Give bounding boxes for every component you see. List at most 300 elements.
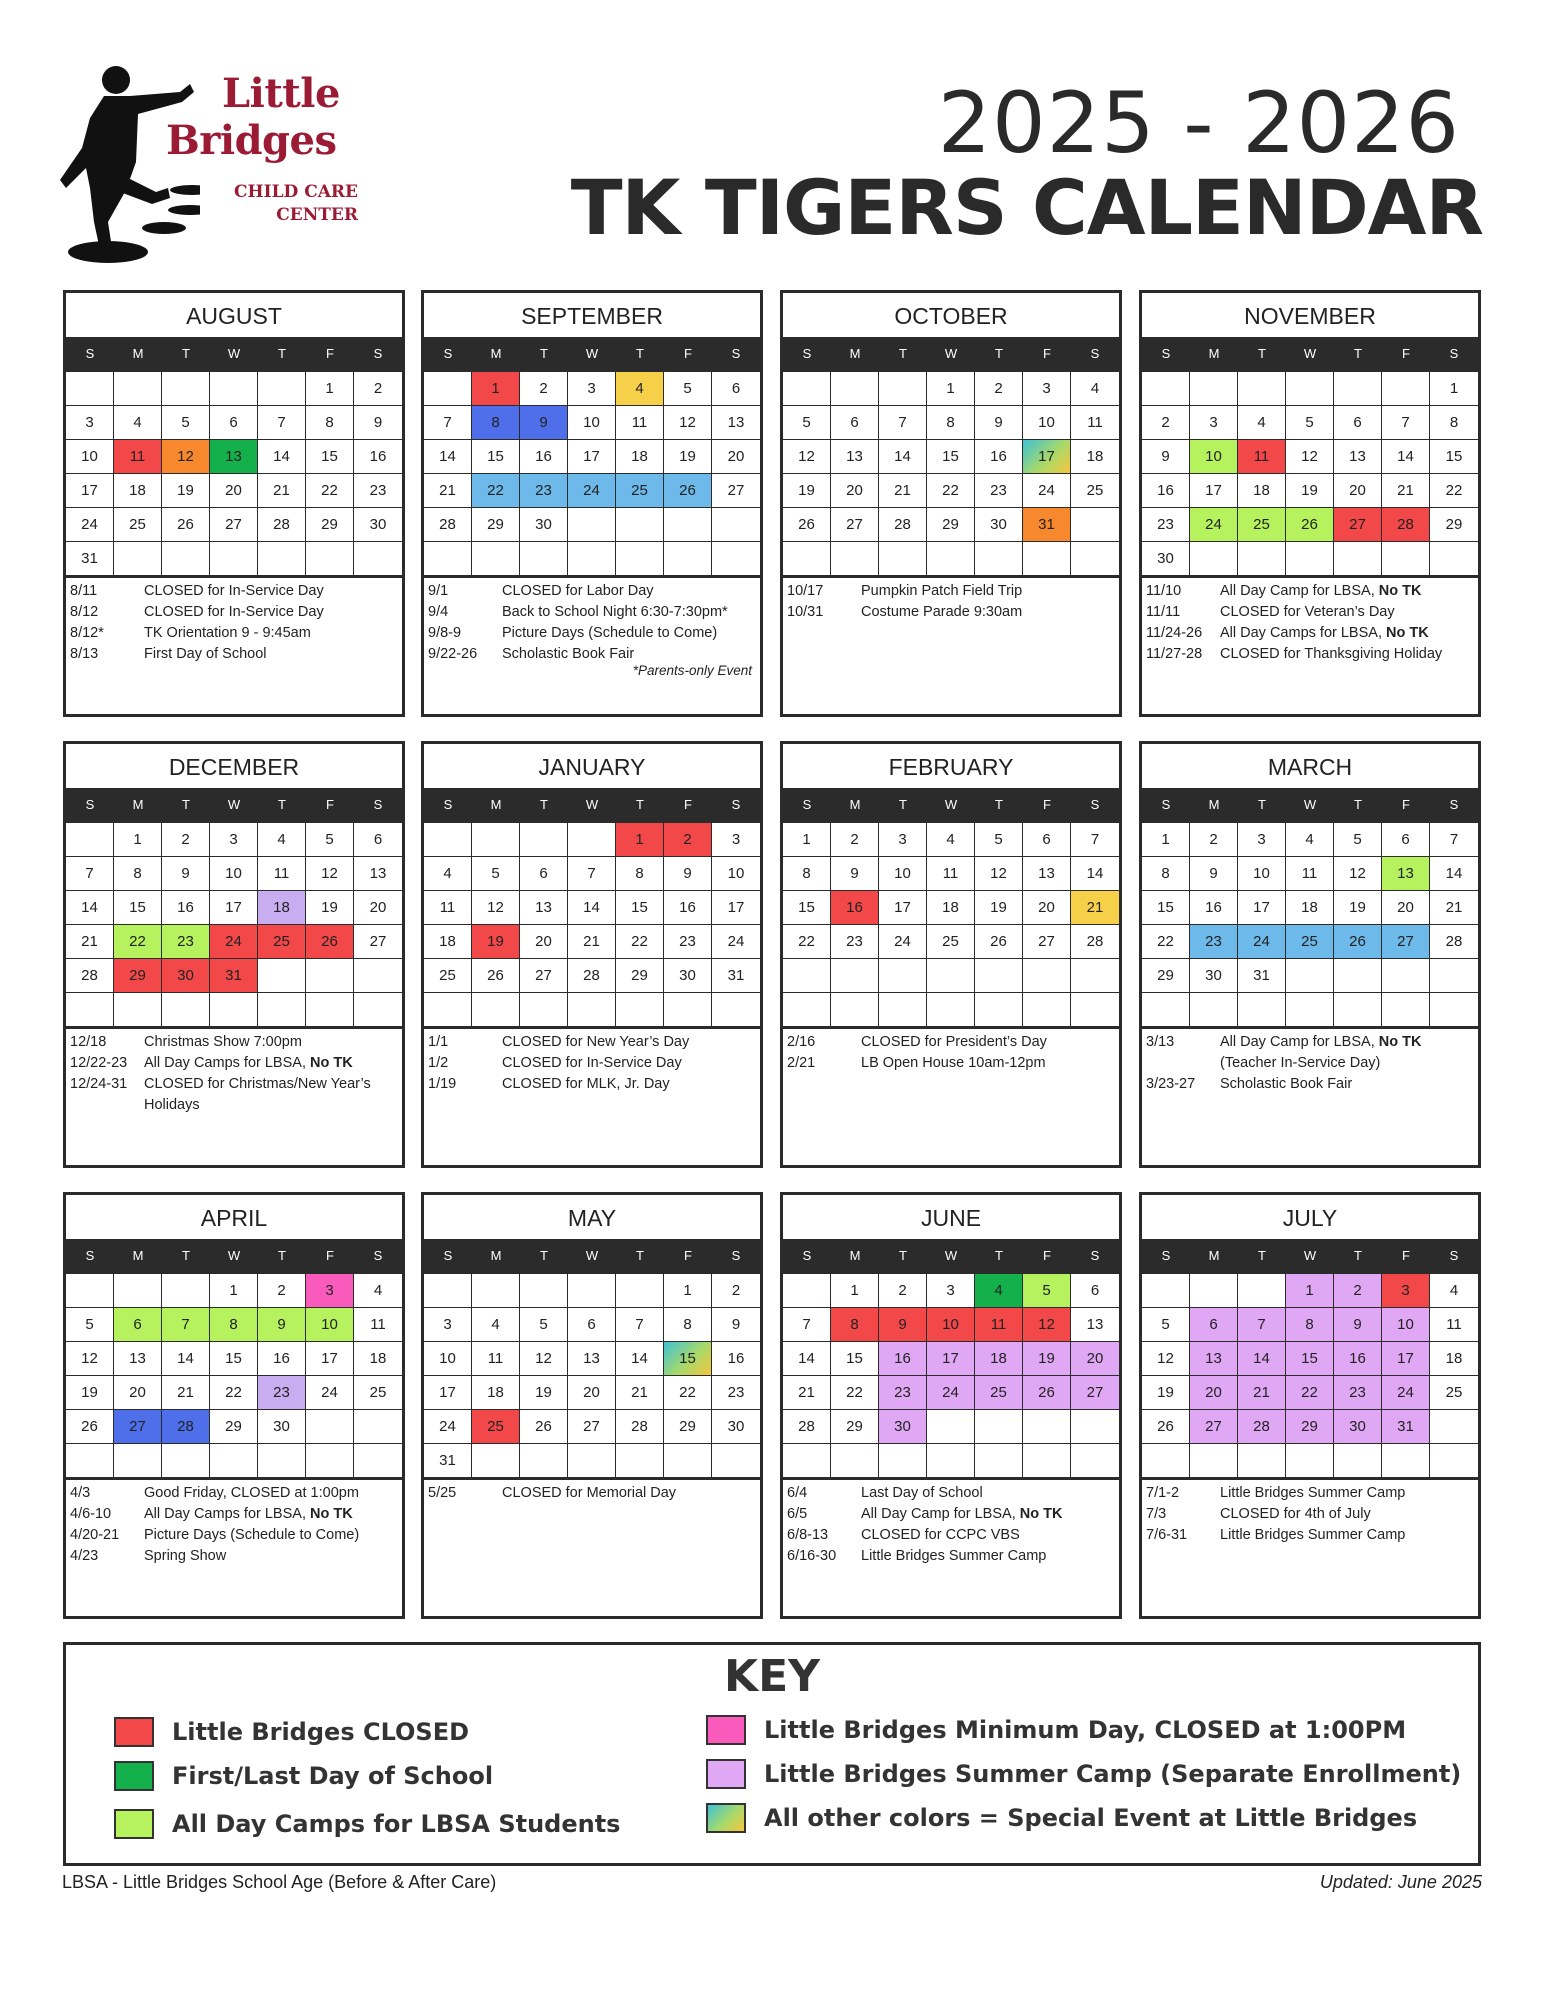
note-text-main: All Day Camp for LBSA, bbox=[861, 1506, 1020, 1522]
day-cell: 5 bbox=[66, 1308, 114, 1342]
weekday-label: T bbox=[995, 797, 1003, 812]
day-cell: 1 bbox=[306, 372, 354, 406]
weekday-label: M bbox=[849, 1248, 861, 1263]
note-row bbox=[1146, 581, 1474, 602]
note-date: 3/13 bbox=[1146, 1034, 1175, 1050]
empty-cell bbox=[1071, 542, 1119, 576]
empty-cell bbox=[1023, 542, 1071, 576]
day-cell: 25 bbox=[927, 925, 975, 959]
day-grid bbox=[1142, 371, 1478, 578]
note-date bbox=[1146, 1053, 1220, 1074]
empty-cell bbox=[1430, 1444, 1478, 1478]
day-cell: 31 bbox=[712, 959, 760, 993]
empty-cell bbox=[1238, 993, 1286, 1027]
day-cell: 21 bbox=[258, 474, 306, 508]
day-cell: 3 bbox=[424, 1308, 472, 1342]
note-row bbox=[428, 581, 756, 602]
day-cell: 19 bbox=[472, 925, 520, 959]
day-cell: 23 bbox=[258, 1376, 306, 1410]
empty-cell bbox=[568, 1444, 616, 1478]
day-cell: 14 bbox=[1238, 1342, 1286, 1376]
day-cell: 14 bbox=[162, 1342, 210, 1376]
note-date: 4/23 bbox=[70, 1548, 99, 1564]
day-cell: 9 bbox=[975, 406, 1023, 440]
note-row bbox=[70, 1546, 398, 1567]
note-row bbox=[70, 1053, 398, 1074]
day-cell: 3 bbox=[210, 823, 258, 857]
empty-cell bbox=[975, 1410, 1023, 1444]
month-name: MARCH bbox=[1267, 754, 1353, 780]
day-cell: 13 bbox=[1334, 440, 1382, 474]
weekday-label: W bbox=[585, 1248, 599, 1263]
day-cell: 9 bbox=[1190, 857, 1238, 891]
empty-cell bbox=[568, 542, 616, 576]
day-cell: 27 bbox=[354, 925, 402, 959]
day-cell: 22 bbox=[210, 1376, 258, 1410]
weekday-label: F bbox=[1043, 797, 1051, 812]
day-cell: 16 bbox=[258, 1342, 306, 1376]
empty-cell bbox=[1382, 542, 1430, 576]
day-cell: 11 bbox=[1071, 406, 1119, 440]
empty-cell bbox=[879, 959, 927, 993]
month-april bbox=[63, 1192, 405, 1619]
note-text bbox=[144, 1074, 398, 1116]
note-text-main: CLOSED for Thanksgiving Holiday bbox=[1220, 646, 1443, 662]
day-cell: 20 bbox=[1382, 891, 1430, 925]
month-notes bbox=[1142, 578, 1478, 683]
day-cell: 2 bbox=[354, 372, 402, 406]
day-cell: 2 bbox=[879, 1274, 927, 1308]
day-cell: 19 bbox=[520, 1376, 568, 1410]
weekday-label: T bbox=[995, 346, 1003, 361]
note-date: 12/18 bbox=[70, 1034, 107, 1050]
day-cell: 24 bbox=[927, 1376, 975, 1410]
empty-cell bbox=[831, 542, 879, 576]
day-cell: 24 bbox=[568, 474, 616, 508]
note-text-main: CLOSED for New Year’s Day bbox=[502, 1034, 690, 1050]
note-text-main: CLOSED for Christmas/New Year’s Holidays bbox=[144, 1076, 371, 1113]
empty-cell bbox=[568, 508, 616, 542]
weekday-label: M bbox=[1208, 1248, 1220, 1263]
day-cell: 22 bbox=[1286, 1376, 1334, 1410]
day-cell: 20 bbox=[1334, 474, 1382, 508]
weekday-label: T bbox=[182, 1248, 190, 1263]
day-cell: 25 bbox=[354, 1376, 402, 1410]
weekday-label: M bbox=[1208, 346, 1220, 361]
day-cell: 22 bbox=[472, 474, 520, 508]
empty-cell bbox=[831, 372, 879, 406]
day-cell: 20 bbox=[520, 925, 568, 959]
empty-cell bbox=[664, 1444, 712, 1478]
day-cell: 2 bbox=[162, 823, 210, 857]
weekday-header bbox=[66, 337, 402, 371]
day-cell: 21 bbox=[783, 1376, 831, 1410]
day-cell: 21 bbox=[616, 1376, 664, 1410]
day-cell: 30 bbox=[1334, 1410, 1382, 1444]
day-cell: 15 bbox=[664, 1342, 712, 1376]
day-cell: 14 bbox=[424, 440, 472, 474]
day-cell: 11 bbox=[1286, 857, 1334, 891]
day-cell: 7 bbox=[424, 406, 472, 440]
note-row bbox=[70, 581, 398, 602]
day-cell: 20 bbox=[210, 474, 258, 508]
empty-cell bbox=[783, 993, 831, 1027]
day-cell: 4 bbox=[927, 823, 975, 857]
day-cell: 4 bbox=[1238, 406, 1286, 440]
note-date: 1/2 bbox=[428, 1055, 449, 1071]
month-notes bbox=[1142, 1480, 1478, 1585]
empty-cell bbox=[1238, 372, 1286, 406]
day-cell: 16 bbox=[162, 891, 210, 925]
day-cell: 29 bbox=[1286, 1410, 1334, 1444]
day-cell: 28 bbox=[616, 1410, 664, 1444]
empty-cell bbox=[1286, 542, 1334, 576]
month-name: NOVEMBER bbox=[1244, 303, 1376, 329]
title-years: 2025 - 2026 bbox=[937, 74, 1460, 172]
day-cell: 25 bbox=[1286, 925, 1334, 959]
day-cell: 9 bbox=[831, 857, 879, 891]
note-row bbox=[70, 623, 398, 644]
note-row bbox=[1146, 1525, 1474, 1546]
day-cell: 6 bbox=[1023, 823, 1071, 857]
day-cell: 18 bbox=[927, 891, 975, 925]
day-cell: 26 bbox=[1334, 925, 1382, 959]
empty-cell bbox=[664, 508, 712, 542]
key-item-minimum bbox=[706, 1715, 1406, 1745]
day-cell: 15 bbox=[306, 440, 354, 474]
empty-cell bbox=[1023, 993, 1071, 1027]
empty-cell bbox=[927, 542, 975, 576]
day-cell: 18 bbox=[424, 925, 472, 959]
note-row bbox=[70, 1525, 398, 1546]
weekday-label: S bbox=[731, 797, 741, 812]
day-grid bbox=[424, 371, 760, 578]
weekday-label: T bbox=[636, 346, 644, 361]
day-cell: 23 bbox=[520, 474, 568, 508]
day-grid bbox=[783, 822, 1119, 1029]
note-text bbox=[144, 1525, 398, 1546]
day-cell: 12 bbox=[162, 440, 210, 474]
weekday-header bbox=[1142, 337, 1478, 371]
empty-cell bbox=[616, 993, 664, 1027]
day-cell: 15 bbox=[783, 891, 831, 925]
empty-cell bbox=[520, 542, 568, 576]
day-cell: 31 bbox=[66, 542, 114, 576]
day-cell: 28 bbox=[1238, 1410, 1286, 1444]
weekday-label: W bbox=[585, 346, 599, 361]
empty-cell bbox=[879, 993, 927, 1027]
note-text-main: Little Bridges Summer Camp bbox=[1220, 1485, 1406, 1501]
key-swatch-special bbox=[706, 1803, 746, 1833]
day-cell: 30 bbox=[879, 1410, 927, 1444]
weekday-label: S bbox=[85, 1248, 95, 1263]
day-cell: 7 bbox=[1238, 1308, 1286, 1342]
weekday-label: S bbox=[1449, 797, 1459, 812]
day-cell: 28 bbox=[568, 959, 616, 993]
day-cell: 13 bbox=[712, 406, 760, 440]
empty-cell bbox=[424, 823, 472, 857]
note-date: 8/12 bbox=[70, 604, 99, 620]
weekday-label: M bbox=[132, 1248, 144, 1263]
note-text-main: CLOSED for CCPC VBS bbox=[861, 1527, 1020, 1543]
note-row bbox=[787, 1525, 1115, 1546]
empty-cell bbox=[424, 993, 472, 1027]
day-cell: 17 bbox=[879, 891, 927, 925]
day-grid bbox=[424, 822, 760, 1029]
weekday-label: W bbox=[1303, 346, 1317, 361]
day-cell: 23 bbox=[1190, 925, 1238, 959]
day-cell: 18 bbox=[1238, 474, 1286, 508]
empty-cell bbox=[258, 372, 306, 406]
weekday-label: T bbox=[1354, 346, 1362, 361]
note-text-main: Costume Parade 9:30am bbox=[861, 604, 1023, 620]
weekday-label: T bbox=[1258, 1248, 1266, 1263]
day-cell: 6 bbox=[831, 406, 879, 440]
child-silhouette-icon bbox=[60, 62, 200, 272]
weekday-label: S bbox=[85, 346, 95, 361]
weekday-label: W bbox=[944, 1248, 958, 1263]
weekday-header bbox=[424, 788, 760, 822]
day-cell: 29 bbox=[831, 1410, 879, 1444]
day-grid bbox=[66, 822, 402, 1029]
note-text-main: CLOSED for In-Service Day bbox=[502, 1055, 682, 1071]
weekday-label: T bbox=[899, 346, 907, 361]
day-cell: 31 bbox=[210, 959, 258, 993]
day-cell: 18 bbox=[975, 1342, 1023, 1376]
day-cell: 11 bbox=[1430, 1308, 1478, 1342]
month-november bbox=[1139, 290, 1481, 717]
day-cell: 16 bbox=[1190, 891, 1238, 925]
empty-cell bbox=[975, 959, 1023, 993]
day-cell: 24 bbox=[306, 1376, 354, 1410]
empty-cell bbox=[1142, 372, 1190, 406]
note-text-bold: No TK bbox=[1378, 583, 1422, 599]
note-date: 10/17 bbox=[787, 583, 824, 599]
weekday-label: S bbox=[1161, 1248, 1171, 1263]
empty-cell bbox=[1190, 993, 1238, 1027]
day-cell: 17 bbox=[66, 474, 114, 508]
day-cell: 11 bbox=[424, 891, 472, 925]
key-swatch-camp bbox=[114, 1809, 154, 1839]
footer-note: LBSA - Little Bridges School Age (Before & After Care) bbox=[62, 1872, 497, 1892]
note-text bbox=[144, 1504, 398, 1525]
note-date: 6/8-13 bbox=[787, 1527, 829, 1543]
month-name: JULY bbox=[1282, 1205, 1338, 1231]
note-date: 7/6-31 bbox=[1146, 1527, 1188, 1543]
day-cell: 23 bbox=[1142, 508, 1190, 542]
note-date: 6/16-30 bbox=[787, 1548, 837, 1564]
day-cell: 13 bbox=[1382, 857, 1430, 891]
month-notes bbox=[424, 1480, 760, 1585]
note-text bbox=[144, 623, 398, 644]
note-date: 12/24-31 bbox=[70, 1076, 128, 1092]
empty-cell bbox=[1430, 959, 1478, 993]
empty-cell bbox=[1430, 1410, 1478, 1444]
day-cell: 5 bbox=[975, 823, 1023, 857]
day-cell: 12 bbox=[306, 857, 354, 891]
empty-cell bbox=[162, 1444, 210, 1478]
day-cell: 20 bbox=[114, 1376, 162, 1410]
empty-cell bbox=[258, 993, 306, 1027]
day-cell: 26 bbox=[1286, 508, 1334, 542]
day-cell: 18 bbox=[258, 891, 306, 925]
key-swatch-minimum bbox=[706, 1715, 746, 1745]
note-text-main: Last Day of School bbox=[861, 1485, 983, 1501]
note-date: 9/4 bbox=[428, 604, 449, 620]
empty-cell bbox=[1190, 542, 1238, 576]
empty-cell bbox=[831, 1444, 879, 1478]
day-cell: 10 bbox=[1238, 857, 1286, 891]
day-cell: 30 bbox=[354, 508, 402, 542]
day-cell: 14 bbox=[879, 440, 927, 474]
day-cell: 27 bbox=[712, 474, 760, 508]
day-cell: 24 bbox=[424, 1410, 472, 1444]
day-cell: 16 bbox=[1334, 1342, 1382, 1376]
month-notes bbox=[783, 1029, 1119, 1134]
day-cell: 26 bbox=[975, 925, 1023, 959]
note-row bbox=[428, 1053, 756, 1074]
day-cell: 28 bbox=[162, 1410, 210, 1444]
day-cell: 16 bbox=[712, 1342, 760, 1376]
day-cell: 12 bbox=[472, 891, 520, 925]
empty-cell bbox=[354, 1410, 402, 1444]
day-cell: 30 bbox=[1142, 542, 1190, 576]
day-cell: 3 bbox=[1238, 823, 1286, 857]
day-cell: 1 bbox=[1286, 1274, 1334, 1308]
empty-cell bbox=[258, 1444, 306, 1478]
empty-cell bbox=[1334, 372, 1382, 406]
day-cell: 25 bbox=[472, 1410, 520, 1444]
day-cell: 4 bbox=[258, 823, 306, 857]
weekday-label: S bbox=[731, 1248, 741, 1263]
day-cell: 16 bbox=[354, 440, 402, 474]
empty-cell bbox=[1238, 1444, 1286, 1478]
day-cell: 26 bbox=[306, 925, 354, 959]
day-cell: 23 bbox=[975, 474, 1023, 508]
day-cell: 4 bbox=[114, 406, 162, 440]
weekday-label: W bbox=[944, 346, 958, 361]
day-cell: 29 bbox=[664, 1410, 712, 1444]
day-cell: 4 bbox=[616, 372, 664, 406]
empty-cell bbox=[306, 993, 354, 1027]
day-cell: 11 bbox=[616, 406, 664, 440]
day-cell: 21 bbox=[1071, 891, 1119, 925]
day-cell: 19 bbox=[1142, 1376, 1190, 1410]
day-cell: 17 bbox=[568, 440, 616, 474]
note-date: 4/3 bbox=[70, 1485, 91, 1501]
day-cell: 17 bbox=[210, 891, 258, 925]
weekday-label: T bbox=[1258, 346, 1266, 361]
day-cell: 14 bbox=[616, 1342, 664, 1376]
empty-cell bbox=[975, 1444, 1023, 1478]
day-cell: 9 bbox=[258, 1308, 306, 1342]
month-notes bbox=[783, 1480, 1119, 1585]
empty-cell bbox=[879, 372, 927, 406]
empty-cell bbox=[783, 1274, 831, 1308]
day-cell: 26 bbox=[1142, 1410, 1190, 1444]
day-cell: 12 bbox=[1142, 1342, 1190, 1376]
note-text-bold: No TK bbox=[310, 1506, 353, 1522]
empty-cell bbox=[568, 823, 616, 857]
note-text bbox=[144, 602, 398, 623]
day-cell: 1 bbox=[114, 823, 162, 857]
empty-cell bbox=[1334, 542, 1382, 576]
weekday-label: T bbox=[540, 797, 548, 812]
day-cell: 15 bbox=[210, 1342, 258, 1376]
day-cell: 7 bbox=[616, 1308, 664, 1342]
empty-cell bbox=[1286, 993, 1334, 1027]
empty-cell bbox=[114, 1444, 162, 1478]
day-cell: 3 bbox=[1190, 406, 1238, 440]
day-cell: 19 bbox=[975, 891, 1023, 925]
note-text bbox=[502, 1053, 756, 1074]
note-text bbox=[861, 581, 1115, 602]
empty-cell bbox=[1190, 1444, 1238, 1478]
note-text bbox=[502, 1032, 756, 1053]
note-row bbox=[1146, 623, 1474, 644]
weekday-label: S bbox=[443, 346, 453, 361]
day-cell: 30 bbox=[664, 959, 712, 993]
weekday-label: W bbox=[585, 797, 599, 812]
empty-cell bbox=[520, 993, 568, 1027]
logo-subtitle-2: CENTER bbox=[276, 205, 358, 225]
key-swatch-summer bbox=[706, 1759, 746, 1789]
note-text-main: All Day Camps for LBSA, bbox=[1220, 625, 1386, 641]
note-row bbox=[787, 1032, 1115, 1053]
day-cell: 16 bbox=[975, 440, 1023, 474]
day-cell: 28 bbox=[879, 508, 927, 542]
day-grid bbox=[66, 1273, 402, 1480]
day-grid bbox=[1142, 822, 1478, 1029]
day-cell: 15 bbox=[1430, 440, 1478, 474]
day-cell: 2 bbox=[831, 823, 879, 857]
day-cell: 13 bbox=[831, 440, 879, 474]
empty-cell bbox=[1071, 1444, 1119, 1478]
note-row bbox=[787, 581, 1115, 602]
note-text-main: First Day of School bbox=[144, 646, 267, 662]
empty-cell bbox=[1023, 959, 1071, 993]
note-date: 5/25 bbox=[428, 1485, 457, 1501]
day-cell: 29 bbox=[1430, 508, 1478, 542]
day-cell: 5 bbox=[783, 406, 831, 440]
day-cell: 3 bbox=[306, 1274, 354, 1308]
day-cell: 14 bbox=[258, 440, 306, 474]
weekday-label: W bbox=[1303, 1248, 1317, 1263]
note-text bbox=[861, 1053, 1115, 1074]
weekday-label: T bbox=[278, 1248, 286, 1263]
note-text bbox=[861, 1546, 1115, 1567]
day-cell: 25 bbox=[258, 925, 306, 959]
note-text bbox=[144, 644, 398, 665]
day-cell: 26 bbox=[162, 508, 210, 542]
day-cell: 13 bbox=[1023, 857, 1071, 891]
logo-word-bridges: Bridges bbox=[166, 117, 337, 164]
note-text-main: Little Bridges Summer Camp bbox=[861, 1548, 1047, 1564]
empty-cell bbox=[831, 993, 879, 1027]
day-cell: 8 bbox=[1142, 857, 1190, 891]
day-cell: 3 bbox=[879, 823, 927, 857]
empty-cell bbox=[520, 823, 568, 857]
day-cell: 12 bbox=[1023, 1308, 1071, 1342]
day-cell: 21 bbox=[424, 474, 472, 508]
note-date: 8/13 bbox=[70, 646, 99, 662]
day-cell: 28 bbox=[424, 508, 472, 542]
note-row bbox=[1146, 644, 1474, 665]
weekday-label: W bbox=[227, 1248, 241, 1263]
day-cell: 16 bbox=[1142, 474, 1190, 508]
day-cell: 18 bbox=[1430, 1342, 1478, 1376]
empty-cell bbox=[1238, 542, 1286, 576]
